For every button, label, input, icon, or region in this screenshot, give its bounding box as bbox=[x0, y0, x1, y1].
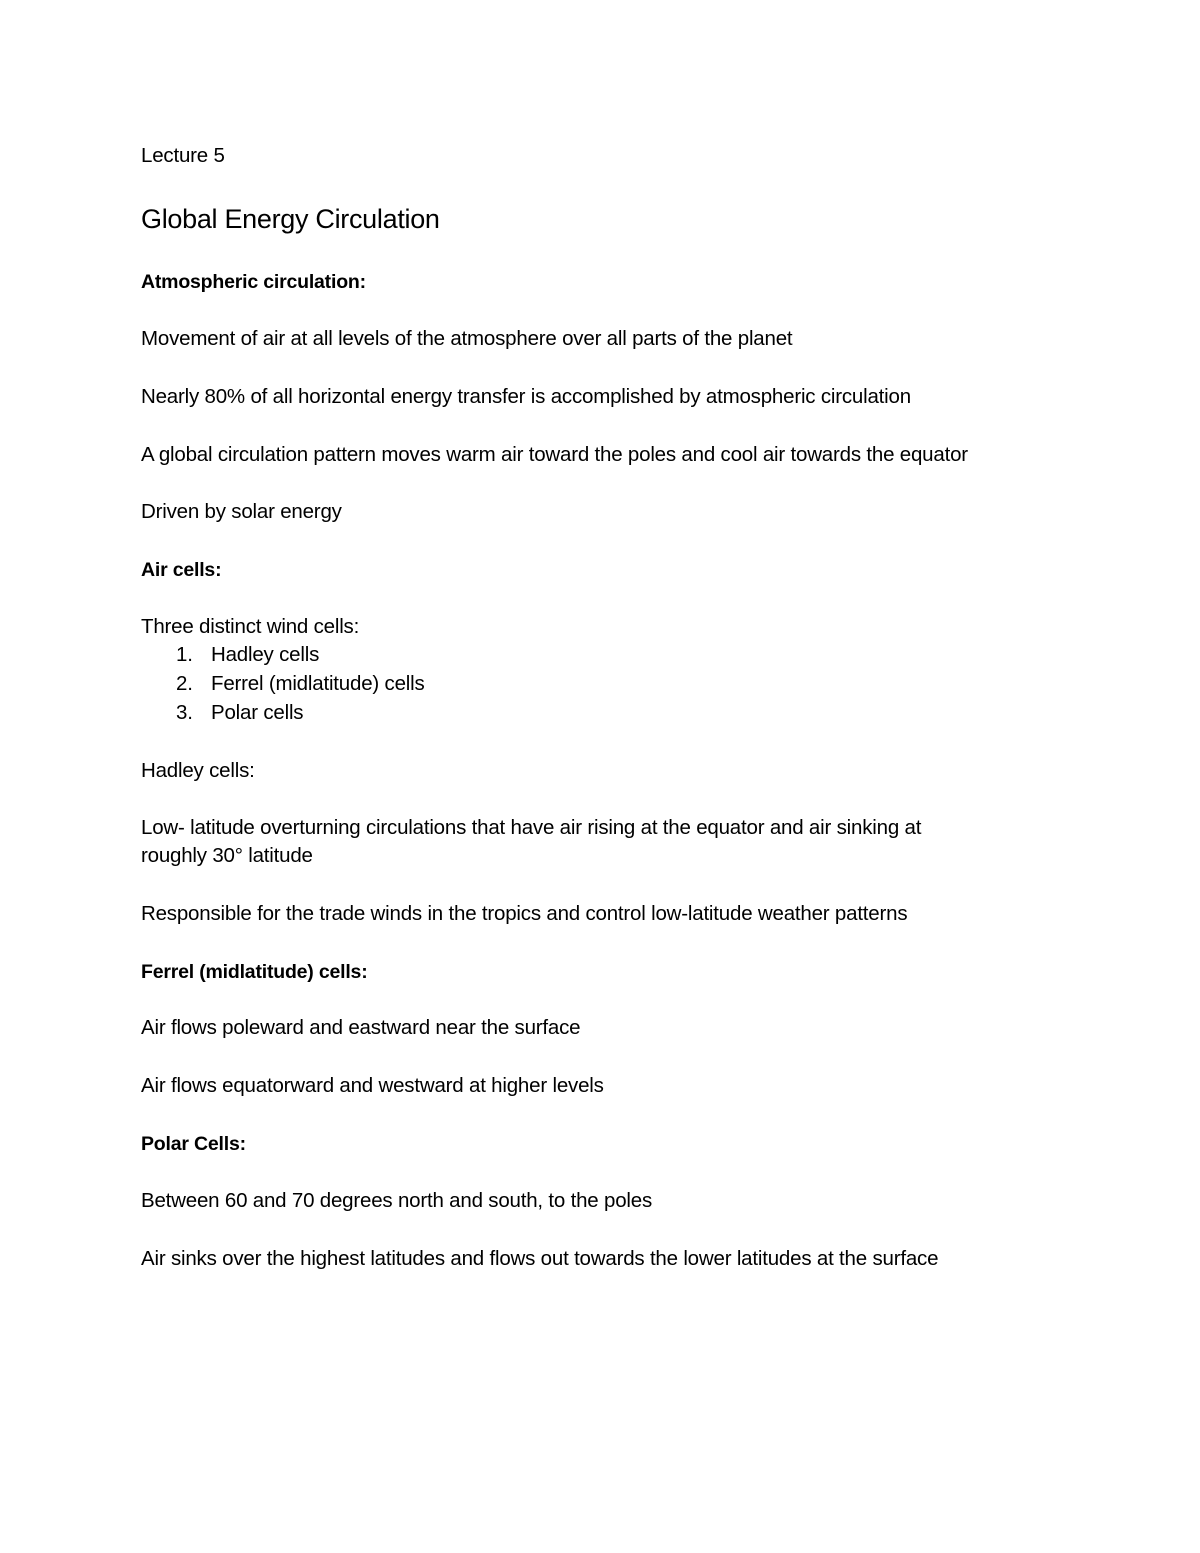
list-number: 2. bbox=[176, 672, 193, 695]
list-item-text: Polar cells bbox=[211, 701, 304, 724]
list-item-text: Ferrel (midlatitude) cells bbox=[211, 672, 425, 695]
hadley-paragraph-1-line-2: roughly 30° latitude bbox=[141, 844, 313, 867]
atmospheric-circulation-heading: Atmospheric circulation: bbox=[141, 271, 366, 293]
air-cells-intro: Three distinct wind cells: bbox=[141, 615, 360, 638]
hadley-cells-heading: Hadley cells: bbox=[141, 759, 255, 782]
hadley-paragraph-2: Responsible for the trade winds in the tropics and control low-latitude weather patterns bbox=[141, 902, 908, 925]
polar-paragraph-1: Between 60 and 70 degrees north and south, to the poles bbox=[141, 1189, 652, 1212]
list-item-text: Hadley cells bbox=[211, 643, 320, 666]
list-item bbox=[176, 641, 319, 669]
list-item bbox=[176, 670, 425, 698]
ferrel-paragraph-2: Air flows equatorward and westward at higher levels bbox=[141, 1074, 604, 1097]
polar-cells-heading: Polar Cells: bbox=[141, 1133, 246, 1155]
hadley-paragraph-1-line-1: Low- latitude overturning circulations that have air rising at the equator and air sinking at bbox=[141, 816, 922, 839]
air-cells-heading: Air cells: bbox=[141, 559, 222, 581]
list-number: 1. bbox=[176, 643, 193, 666]
ferrel-cells-heading: Ferrel (midlatitude) cells: bbox=[141, 961, 368, 983]
atmospheric-paragraph-2: Nearly 80% of all horizontal energy transfer is accomplished by atmospheric circulation bbox=[141, 385, 911, 408]
atmospheric-paragraph-4: Driven by solar energy bbox=[141, 500, 342, 523]
list-number: 3. bbox=[176, 701, 193, 724]
atmospheric-paragraph-3: A global circulation pattern moves warm air toward the poles and cool air towards the equator bbox=[141, 443, 968, 466]
lecture-label: Lecture 5 bbox=[141, 144, 225, 167]
ferrel-paragraph-1: Air flows poleward and eastward near the surface bbox=[141, 1016, 581, 1039]
list-item bbox=[176, 699, 303, 727]
atmospheric-paragraph-1: Movement of air at all levels of the atmosphere over all parts of the planet bbox=[141, 327, 793, 350]
document-title: Global Energy Circulation bbox=[141, 204, 440, 234]
polar-paragraph-2: Air sinks over the highest latitudes and flows out towards the lower latitudes at the surface bbox=[141, 1247, 939, 1270]
